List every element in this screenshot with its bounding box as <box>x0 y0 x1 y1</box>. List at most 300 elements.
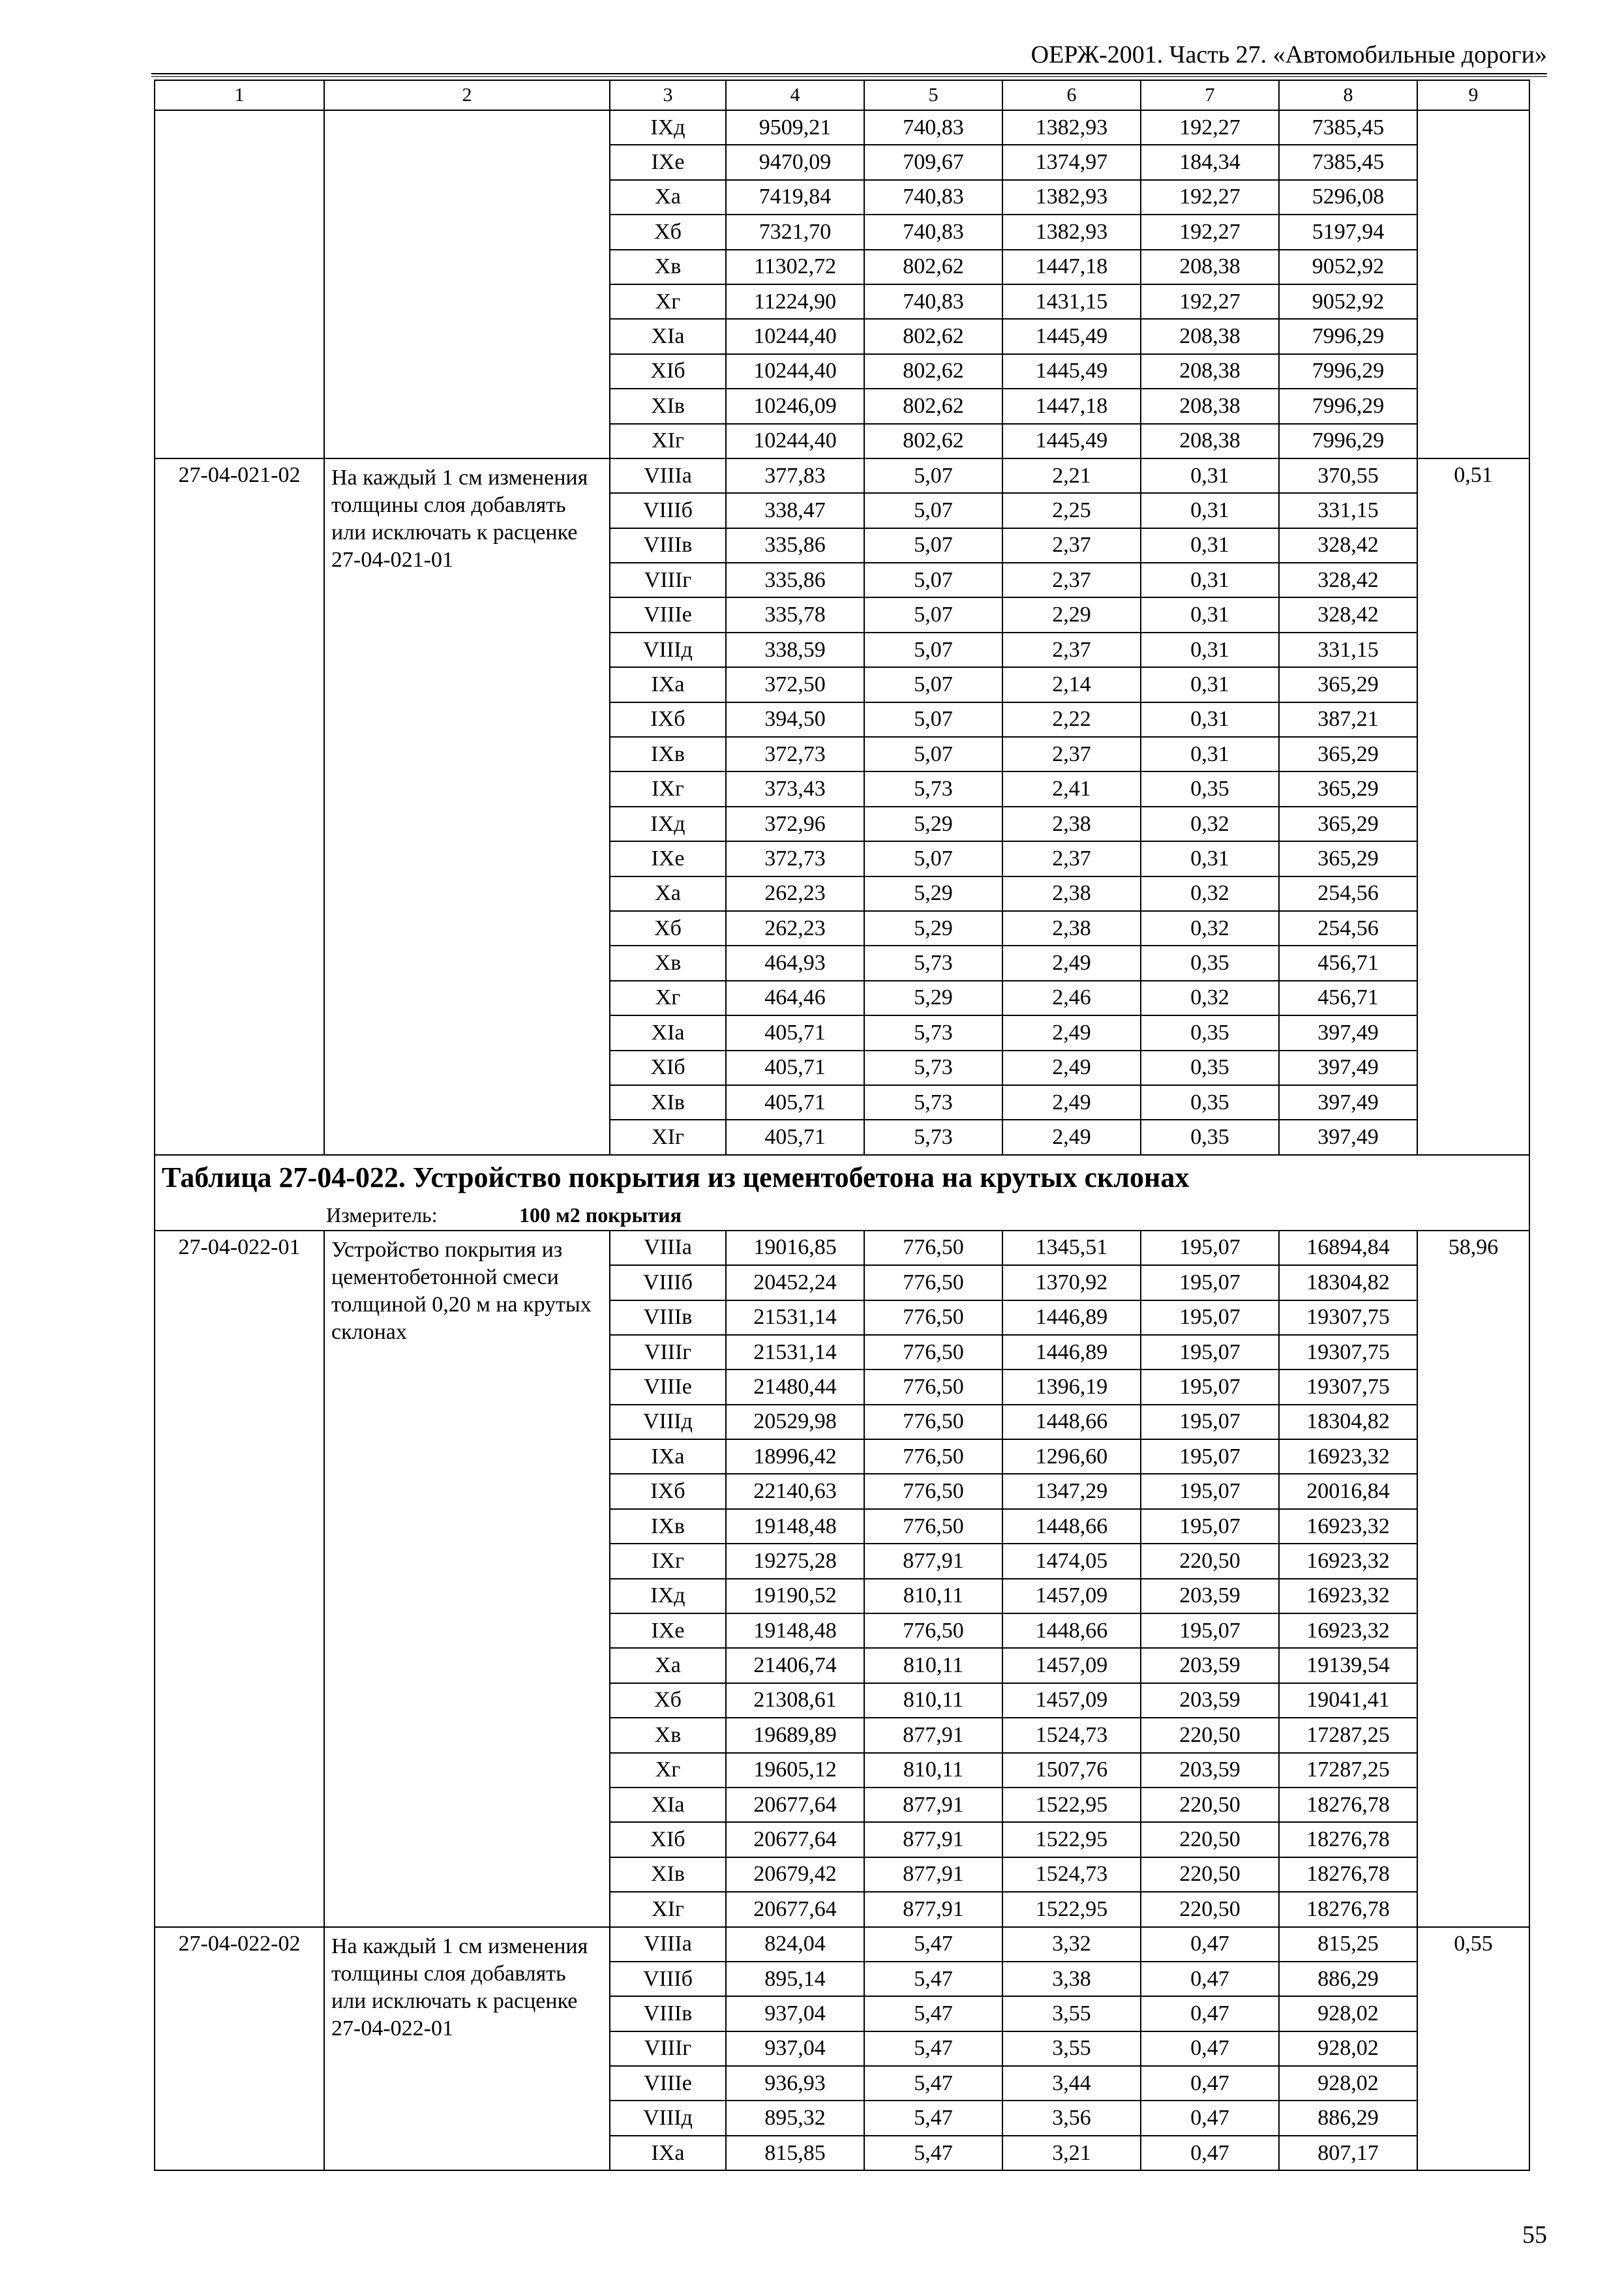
zone-cell: XIа <box>610 1788 726 1822</box>
machinist-wages-cell: 220,50 <box>1141 1788 1279 1822</box>
machinist-wages-cell: 195,07 <box>1141 1265 1279 1300</box>
wages-cell: 5,07 <box>864 597 1002 632</box>
zone-cell: VIIIб <box>610 1962 726 1996</box>
machinist-wages-cell: 220,50 <box>1141 1892 1279 1926</box>
zone-cell: Xа <box>610 180 726 215</box>
machinist-wages-cell: 203,59 <box>1141 1753 1279 1788</box>
zone-cell: VIIIг <box>610 1335 726 1369</box>
wages-cell: 709,67 <box>864 145 1002 179</box>
total-cost-cell: 895,14 <box>726 1962 864 1996</box>
zone-cell: VIIIд <box>610 633 726 667</box>
table-row <box>155 1231 1529 1265</box>
materials-cell: 18276,78 <box>1279 1857 1417 1892</box>
column-number: 8 <box>1279 80 1417 110</box>
wages-cell: 776,50 <box>864 1300 1002 1335</box>
machines-cell: 2,29 <box>1002 597 1141 632</box>
total-cost-cell: 377,83 <box>726 458 864 493</box>
total-cost-cell: 20677,64 <box>726 1892 864 1926</box>
machinist-wages-cell: 208,38 <box>1141 354 1279 389</box>
column-number: 9 <box>1417 80 1529 110</box>
total-cost-cell: 937,04 <box>726 2031 864 2066</box>
materials-cell: 7996,29 <box>1279 389 1417 423</box>
wages-cell: 5,07 <box>864 633 1002 667</box>
total-cost-cell: 19689,89 <box>726 1718 864 1752</box>
column-number: 4 <box>726 80 864 110</box>
machines-cell: 2,49 <box>1002 1085 1141 1120</box>
zone-cell: XIа <box>610 319 726 353</box>
machinist-wages-cell: 0,32 <box>1141 981 1279 1015</box>
machinist-wages-cell: 208,38 <box>1141 319 1279 353</box>
total-cost-cell: 815,85 <box>726 2136 864 2170</box>
wages-cell: 5,47 <box>864 2066 1002 2101</box>
materials-cell: 886,29 <box>1279 2101 1417 2135</box>
wages-cell: 877,91 <box>864 1892 1002 1926</box>
zone-cell: VIIIг <box>610 563 726 597</box>
materials-cell: 18276,78 <box>1279 1892 1417 1926</box>
machines-cell: 3,56 <box>1002 2101 1141 2135</box>
total-cost-cell: 373,43 <box>726 771 864 806</box>
materials-cell: 19307,75 <box>1279 1300 1417 1335</box>
wages-cell: 776,50 <box>864 1613 1002 1648</box>
measure-label: Измеритель: <box>326 1203 438 1227</box>
machines-cell: 1522,95 <box>1002 1892 1141 1926</box>
wages-cell: 740,83 <box>864 215 1002 249</box>
column-number: 1 <box>155 80 324 110</box>
materials-cell: 328,42 <box>1279 563 1417 597</box>
machines-cell: 1457,09 <box>1002 1683 1141 1718</box>
zone-cell: XIб <box>610 1051 726 1085</box>
machines-cell: 1374,97 <box>1002 145 1141 179</box>
zone-cell: IXг <box>610 771 726 806</box>
machines-cell: 2,49 <box>1002 1051 1141 1085</box>
total-cost-cell: 372,96 <box>726 807 864 841</box>
machines-cell: 2,37 <box>1002 633 1141 667</box>
total-cost-cell: 464,93 <box>726 946 864 980</box>
wages-cell: 877,91 <box>864 1544 1002 1578</box>
machines-cell: 1446,89 <box>1002 1300 1141 1335</box>
wages-cell: 5,47 <box>864 2101 1002 2135</box>
table-row <box>155 458 1529 493</box>
total-cost-cell: 20529,98 <box>726 1405 864 1439</box>
zone-cell: IXб <box>610 702 726 737</box>
wages-cell: 740,83 <box>864 284 1002 319</box>
zone-cell: VIIIб <box>610 1265 726 1300</box>
materials-cell: 928,02 <box>1279 2066 1417 2101</box>
wages-cell: 810,11 <box>864 1683 1002 1718</box>
total-cost-cell: 10244,40 <box>726 354 864 389</box>
materials-cell: 456,71 <box>1279 946 1417 980</box>
machines-cell: 2,38 <box>1002 807 1141 841</box>
materials-cell: 5296,08 <box>1279 180 1417 215</box>
zone-cell: IXа <box>610 2136 726 2170</box>
machines-cell: 1522,95 <box>1002 1822 1141 1857</box>
machines-cell: 1382,93 <box>1002 215 1141 249</box>
materials-cell: 19041,41 <box>1279 1683 1417 1718</box>
total-cost-cell: 19016,85 <box>726 1231 864 1265</box>
machines-cell: 1370,92 <box>1002 1265 1141 1300</box>
materials-cell: 7996,29 <box>1279 319 1417 353</box>
materials-cell: 365,29 <box>1279 807 1417 841</box>
zone-cell: XIг <box>610 424 726 458</box>
machinist-wages-cell: 0,35 <box>1141 946 1279 980</box>
wages-cell: 5,07 <box>864 702 1002 737</box>
machines-cell: 1522,95 <box>1002 1788 1141 1822</box>
materials-cell: 16894,84 <box>1279 1231 1417 1265</box>
wages-cell: 5,73 <box>864 1120 1002 1154</box>
materials-cell: 886,29 <box>1279 1962 1417 1996</box>
machines-cell: 1507,76 <box>1002 1753 1141 1788</box>
zone-cell: IXе <box>610 145 726 179</box>
machines-cell: 1448,66 <box>1002 1405 1141 1439</box>
machines-cell: 3,21 <box>1002 2136 1141 2170</box>
materials-cell: 9052,92 <box>1279 250 1417 284</box>
wages-cell: 810,11 <box>864 1648 1002 1683</box>
wages-cell: 5,07 <box>864 458 1002 493</box>
machines-cell: 1447,18 <box>1002 389 1141 423</box>
materials-cell: 928,02 <box>1279 2031 1417 2066</box>
machines-cell: 3,38 <box>1002 1962 1141 1996</box>
materials-cell: 18304,82 <box>1279 1265 1417 1300</box>
machinist-wages-cell: 0,47 <box>1141 2031 1279 2066</box>
wages-cell: 5,47 <box>864 2136 1002 2170</box>
machinist-wages-cell: 0,35 <box>1141 771 1279 806</box>
zone-cell: XIб <box>610 354 726 389</box>
zone-cell: VIIIа <box>610 1927 726 1962</box>
zone-cell: Xа <box>610 876 726 911</box>
machinist-wages-cell: 195,07 <box>1141 1509 1279 1544</box>
machines-cell: 2,49 <box>1002 1015 1141 1050</box>
wages-cell: 5,07 <box>864 737 1002 771</box>
zone-cell: VIIIв <box>610 1996 726 2031</box>
total-cost-cell: 335,86 <box>726 528 864 563</box>
wages-cell: 5,29 <box>864 981 1002 1015</box>
materials-cell: 16923,32 <box>1279 1509 1417 1544</box>
wages-cell: 5,73 <box>864 771 1002 806</box>
total-cost-cell: 10244,40 <box>726 424 864 458</box>
total-cost-cell: 11224,90 <box>726 284 864 319</box>
total-cost-cell: 18996,42 <box>726 1439 864 1474</box>
wages-cell: 5,07 <box>864 563 1002 597</box>
zone-cell: VIIIд <box>610 1405 726 1439</box>
zone-cell: VIIIв <box>610 1300 726 1335</box>
rate-code-cell: 27-04-022-02 <box>155 1927 324 2171</box>
measure-cell <box>155 1200 1529 1231</box>
rate-code-cell <box>155 110 324 458</box>
wages-cell: 5,73 <box>864 1085 1002 1120</box>
zone-cell: IXб <box>610 1474 726 1508</box>
machinist-wages-cell: 0,35 <box>1141 1120 1279 1154</box>
zone-cell: VIIIе <box>610 2066 726 2101</box>
materials-cell: 17287,25 <box>1279 1753 1417 1788</box>
zone-cell: VIIIб <box>610 493 726 528</box>
labor-cost-cell: 0,51 <box>1417 458 1529 1155</box>
machinist-wages-cell: 0,35 <box>1141 1015 1279 1050</box>
materials-cell: 928,02 <box>1279 1996 1417 2031</box>
machines-cell: 2,37 <box>1002 563 1141 597</box>
machines-cell: 2,46 <box>1002 981 1141 1015</box>
machinist-wages-cell: 0,31 <box>1141 528 1279 563</box>
machinist-wages-cell: 195,07 <box>1141 1405 1279 1439</box>
materials-cell: 19307,75 <box>1279 1369 1417 1404</box>
zone-cell: VIIIа <box>610 1231 726 1265</box>
total-cost-cell: 405,71 <box>726 1120 864 1154</box>
machines-cell: 1396,19 <box>1002 1369 1141 1404</box>
machinist-wages-cell: 0,31 <box>1141 493 1279 528</box>
wages-cell: 5,29 <box>864 807 1002 841</box>
machinist-wages-cell: 0,31 <box>1141 563 1279 597</box>
rate-description-cell: На каждый 1 см изменения толщины слоя добавлять или исключать к расценке 27-04-021-01 <box>324 458 610 1155</box>
wages-cell: 877,91 <box>864 1822 1002 1857</box>
machines-cell: 3,32 <box>1002 1927 1141 1962</box>
wages-cell: 5,29 <box>864 911 1002 946</box>
machinist-wages-cell: 0,31 <box>1141 737 1279 771</box>
total-cost-cell: 19605,12 <box>726 1753 864 1788</box>
machines-cell: 1382,93 <box>1002 110 1141 145</box>
machines-cell: 2,22 <box>1002 702 1141 737</box>
wages-cell: 802,62 <box>864 389 1002 423</box>
wages-cell: 776,50 <box>864 1474 1002 1508</box>
total-cost-cell: 21406,74 <box>726 1648 864 1683</box>
total-cost-cell: 937,04 <box>726 1996 864 2031</box>
total-cost-cell: 19275,28 <box>726 1544 864 1578</box>
machinist-wages-cell: 0,35 <box>1141 1051 1279 1085</box>
zone-cell: Xг <box>610 284 726 319</box>
machinist-wages-cell: 0,31 <box>1141 702 1279 737</box>
machinist-wages-cell: 195,07 <box>1141 1474 1279 1508</box>
wages-cell: 776,50 <box>864 1405 1002 1439</box>
wages-cell: 776,50 <box>864 1369 1002 1404</box>
total-cost-cell: 372,50 <box>726 667 864 702</box>
total-cost-cell: 10246,09 <box>726 389 864 423</box>
machinist-wages-cell: 0,47 <box>1141 1996 1279 2031</box>
materials-cell: 331,15 <box>1279 493 1417 528</box>
column-number: 6 <box>1002 80 1141 110</box>
materials-cell: 7996,29 <box>1279 424 1417 458</box>
total-cost-cell: 372,73 <box>726 737 864 771</box>
wages-cell: 776,50 <box>864 1265 1002 1300</box>
labor-cost-cell <box>1417 110 1529 458</box>
materials-cell: 815,25 <box>1279 1927 1417 1962</box>
machines-cell: 2,37 <box>1002 737 1141 771</box>
machines-cell: 1448,66 <box>1002 1509 1141 1544</box>
wages-cell: 740,83 <box>864 180 1002 215</box>
machinist-wages-cell: 0,31 <box>1141 841 1279 876</box>
machinist-wages-cell: 203,59 <box>1141 1579 1279 1613</box>
materials-cell: 331,15 <box>1279 633 1417 667</box>
wages-cell: 5,47 <box>864 1962 1002 1996</box>
machinist-wages-cell: 208,38 <box>1141 389 1279 423</box>
total-cost-cell: 21480,44 <box>726 1369 864 1404</box>
materials-cell: 18276,78 <box>1279 1822 1417 1857</box>
materials-cell: 16923,32 <box>1279 1579 1417 1613</box>
measure-value: 100 м2 покрытия <box>519 1203 682 1227</box>
machines-cell: 1347,29 <box>1002 1474 1141 1508</box>
materials-cell: 397,49 <box>1279 1120 1417 1154</box>
total-cost-cell: 9470,09 <box>726 145 864 179</box>
materials-cell: 254,56 <box>1279 911 1417 946</box>
wages-cell: 776,50 <box>864 1231 1002 1265</box>
machinist-wages-cell: 195,07 <box>1141 1369 1279 1404</box>
materials-cell: 365,29 <box>1279 737 1417 771</box>
table-row <box>155 1927 1529 1962</box>
machines-cell: 1446,89 <box>1002 1335 1141 1369</box>
materials-cell: 16923,32 <box>1279 1544 1417 1578</box>
total-cost-cell: 11302,72 <box>726 250 864 284</box>
zone-cell: Xг <box>610 1753 726 1788</box>
page-header-title: ОЕРЖ-2001. Часть 27. «Автомобильные дороги» <box>1030 41 1547 68</box>
machinist-wages-cell: 220,50 <box>1141 1718 1279 1752</box>
total-cost-cell: 262,23 <box>726 911 864 946</box>
machinist-wages-cell: 195,07 <box>1141 1300 1279 1335</box>
header-rule-thin <box>151 76 1547 77</box>
zone-cell: XIв <box>610 1085 726 1120</box>
total-cost-cell: 10244,40 <box>726 319 864 353</box>
rate-description-cell <box>324 110 610 458</box>
total-cost-cell: 22140,63 <box>726 1474 864 1508</box>
labor-cost-cell: 58,96 <box>1417 1231 1529 1927</box>
wages-cell: 877,91 <box>864 1718 1002 1752</box>
machinist-wages-cell: 195,07 <box>1141 1439 1279 1474</box>
materials-cell: 9052,92 <box>1279 284 1417 319</box>
machines-cell: 1524,73 <box>1002 1718 1141 1752</box>
zone-cell: XIв <box>610 1857 726 1892</box>
zone-cell: Xа <box>610 1648 726 1683</box>
zone-cell: IXд <box>610 807 726 841</box>
materials-cell: 16923,32 <box>1279 1439 1417 1474</box>
zone-cell: Xв <box>610 1718 726 1752</box>
total-cost-cell: 20679,42 <box>726 1857 864 1892</box>
machines-cell: 2,38 <box>1002 876 1141 911</box>
zone-cell: IXа <box>610 667 726 702</box>
zone-cell: Xб <box>610 1683 726 1718</box>
measure-row <box>155 1200 1529 1231</box>
zone-cell: IXг <box>610 1544 726 1578</box>
zone-cell: Xв <box>610 946 726 980</box>
machinist-wages-cell: 192,27 <box>1141 110 1279 145</box>
machines-cell: 3,55 <box>1002 1996 1141 2031</box>
machines-cell: 1296,60 <box>1002 1439 1141 1474</box>
materials-cell: 7385,45 <box>1279 145 1417 179</box>
machines-cell: 1524,73 <box>1002 1857 1141 1892</box>
total-cost-cell: 21531,14 <box>726 1300 864 1335</box>
wages-cell: 802,62 <box>864 354 1002 389</box>
zone-cell: XIг <box>610 1120 726 1154</box>
machinist-wages-cell: 220,50 <box>1141 1857 1279 1892</box>
rate-code-cell: 27-04-022-01 <box>155 1231 324 1927</box>
machines-cell: 2,38 <box>1002 911 1141 946</box>
rate-code-cell: 27-04-021-02 <box>155 458 324 1155</box>
machinist-wages-cell: 0,47 <box>1141 2136 1279 2170</box>
wages-cell: 5,47 <box>864 2031 1002 2066</box>
total-cost-cell: 394,50 <box>726 702 864 737</box>
zone-cell: IXд <box>610 1579 726 1613</box>
machines-cell: 2,49 <box>1002 946 1141 980</box>
machinist-wages-cell: 0,31 <box>1141 633 1279 667</box>
zone-cell: VIIIа <box>610 458 726 493</box>
total-cost-cell: 21531,14 <box>726 1335 864 1369</box>
machinist-wages-cell: 0,47 <box>1141 2101 1279 2135</box>
materials-cell: 16923,32 <box>1279 1613 1417 1648</box>
materials-cell: 397,49 <box>1279 1085 1417 1120</box>
wages-cell: 802,62 <box>864 319 1002 353</box>
wages-cell: 740,83 <box>864 110 1002 145</box>
table-row <box>155 110 1529 145</box>
page-number: 55 <box>1522 2221 1547 2249</box>
zone-cell: IXд <box>610 110 726 145</box>
zone-cell: VIIIв <box>610 528 726 563</box>
machinist-wages-cell: 195,07 <box>1141 1231 1279 1265</box>
machinist-wages-cell: 0,31 <box>1141 597 1279 632</box>
wages-cell: 5,07 <box>864 667 1002 702</box>
materials-cell: 807,17 <box>1279 2136 1417 2170</box>
rates-table-body <box>155 80 1529 2170</box>
wages-cell: 5,07 <box>864 493 1002 528</box>
total-cost-cell: 19148,48 <box>726 1613 864 1648</box>
machines-cell: 1445,49 <box>1002 424 1141 458</box>
total-cost-cell: 19190,52 <box>726 1579 864 1613</box>
materials-cell: 17287,25 <box>1279 1718 1417 1752</box>
machines-cell: 2,14 <box>1002 667 1141 702</box>
materials-cell: 18276,78 <box>1279 1788 1417 1822</box>
machinist-wages-cell: 208,38 <box>1141 424 1279 458</box>
zone-cell: VIIIе <box>610 1369 726 1404</box>
wages-cell: 802,62 <box>864 250 1002 284</box>
machines-cell: 2,37 <box>1002 528 1141 563</box>
materials-cell: 365,29 <box>1279 771 1417 806</box>
zone-cell: XIа <box>610 1015 726 1050</box>
materials-cell: 5197,94 <box>1279 215 1417 249</box>
column-number: 5 <box>864 80 1002 110</box>
machines-cell: 2,25 <box>1002 493 1141 528</box>
total-cost-cell: 335,86 <box>726 563 864 597</box>
total-cost-cell: 405,71 <box>726 1051 864 1085</box>
zone-cell: VIIIг <box>610 2031 726 2066</box>
wages-cell: 810,11 <box>864 1579 1002 1613</box>
labor-cost-cell: 0,55 <box>1417 1927 1529 2171</box>
table-title: Таблица 27-04-022. Устройство покрытия из цементобетона на крутых склонах <box>155 1155 1529 1200</box>
column-number: 7 <box>1141 80 1279 110</box>
zone-cell: XIб <box>610 1822 726 1857</box>
machines-cell: 1445,49 <box>1002 319 1141 353</box>
wages-cell: 5,29 <box>864 876 1002 911</box>
machinist-wages-cell: 192,27 <box>1141 215 1279 249</box>
machinist-wages-cell: 0,47 <box>1141 2066 1279 2101</box>
column-number-row <box>155 80 1529 110</box>
total-cost-cell: 464,46 <box>726 981 864 1015</box>
machines-cell: 1448,66 <box>1002 1613 1141 1648</box>
machines-cell: 3,55 <box>1002 2031 1141 2066</box>
wages-cell: 5,47 <box>864 1996 1002 2031</box>
materials-cell: 365,29 <box>1279 841 1417 876</box>
materials-cell: 20016,84 <box>1279 1474 1417 1508</box>
total-cost-cell: 405,71 <box>726 1085 864 1120</box>
machinist-wages-cell: 0,31 <box>1141 667 1279 702</box>
wages-cell: 877,91 <box>864 1857 1002 1892</box>
machines-cell: 1474,05 <box>1002 1544 1141 1578</box>
machines-cell: 2,37 <box>1002 841 1141 876</box>
zone-cell: IXе <box>610 841 726 876</box>
wages-cell: 5,73 <box>864 946 1002 980</box>
machines-cell: 1457,09 <box>1002 1579 1141 1613</box>
total-cost-cell: 20677,64 <box>726 1822 864 1857</box>
wages-cell: 802,62 <box>864 424 1002 458</box>
machines-cell: 1382,93 <box>1002 180 1141 215</box>
header-rule <box>151 73 1547 74</box>
materials-cell: 365,29 <box>1279 667 1417 702</box>
total-cost-cell: 19148,48 <box>726 1509 864 1544</box>
materials-cell: 397,49 <box>1279 1051 1417 1085</box>
rates-table <box>154 80 1530 2171</box>
